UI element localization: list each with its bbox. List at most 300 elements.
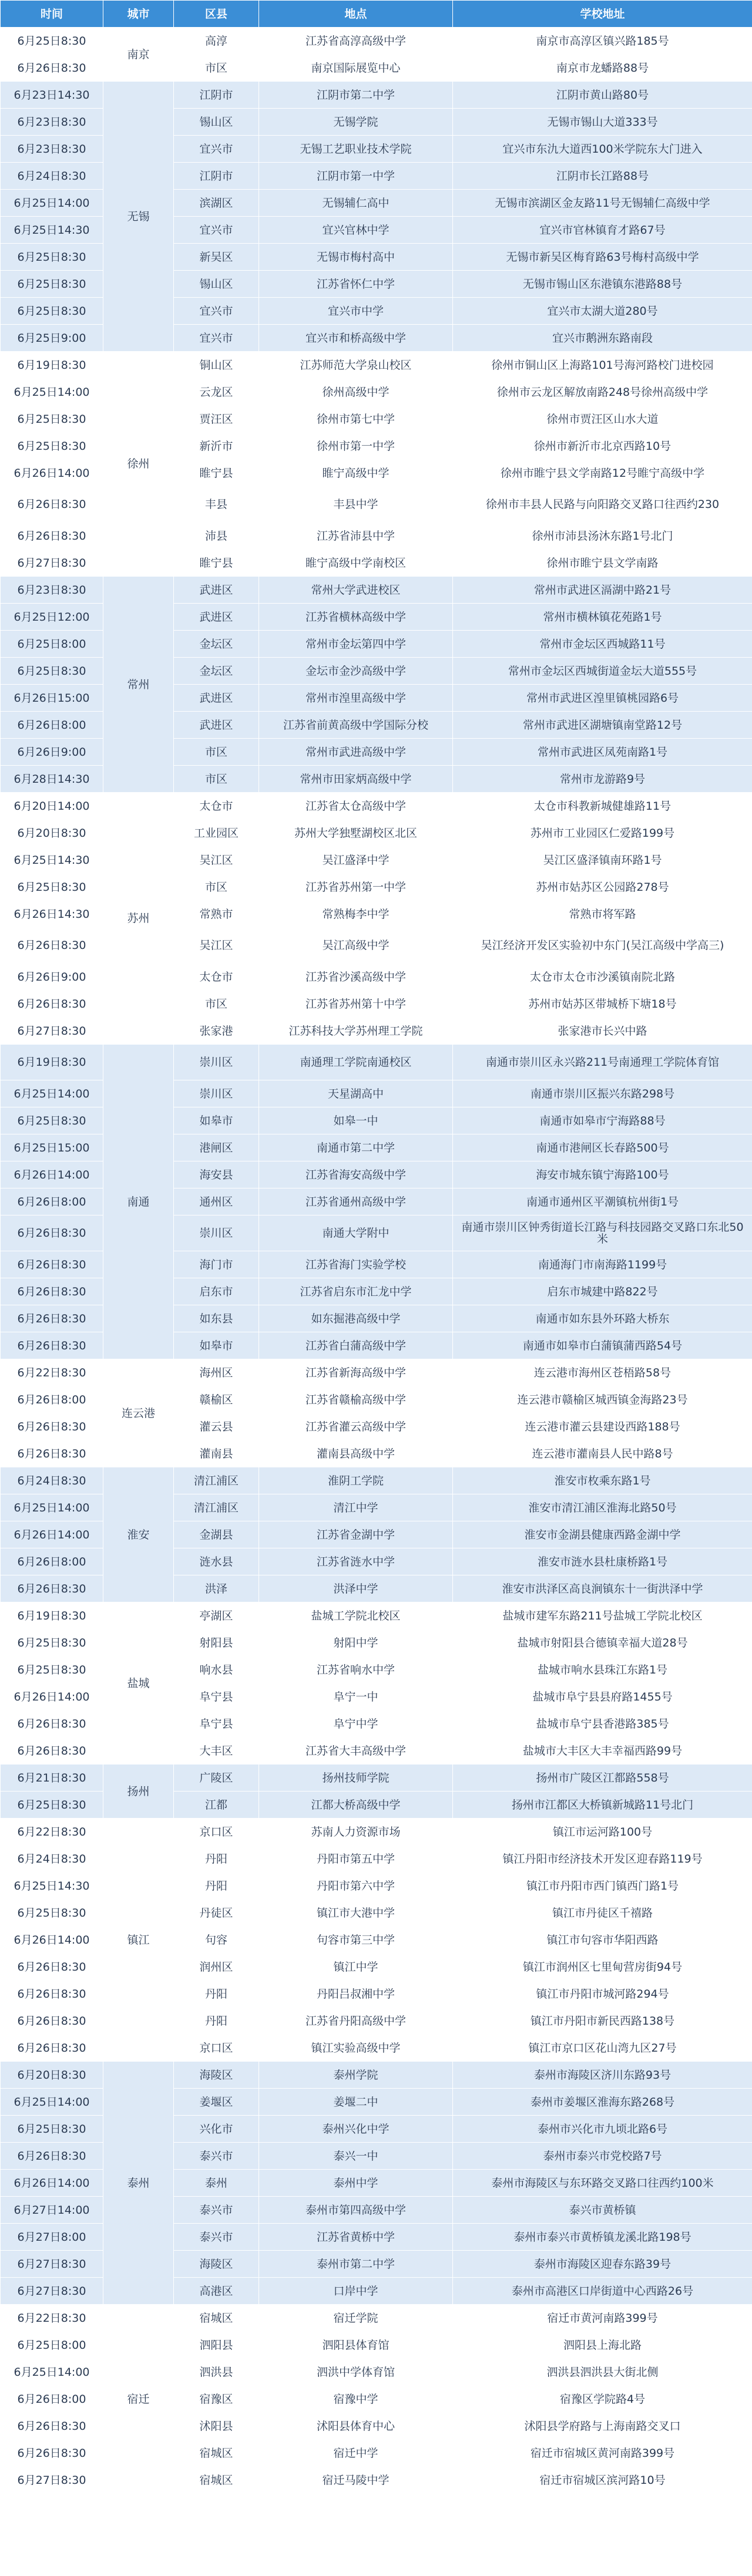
cell-time: 6月26日14:00 — [1, 1927, 103, 1954]
city-group — [1, 1467, 752, 1602]
cell-time: 6月25日8:30 — [1, 244, 103, 271]
cell-time: 6月19日8:30 — [1, 1045, 103, 1080]
cell-site: 江苏省灌云高级中学 — [259, 1413, 453, 1440]
cell-district: 海州区 — [174, 1359, 259, 1386]
cell-site: 宿迁学院 — [259, 2305, 453, 2332]
cell-district: 锡山区 — [174, 271, 259, 298]
cell-time: 6月24日8:30 — [1, 163, 103, 190]
cell-time: 6月20日14:00 — [1, 793, 103, 820]
cell-district: 崇川区 — [174, 1215, 259, 1251]
cell-address: 徐州市新沂市北京西路10号 — [453, 433, 752, 460]
cell-time: 6月25日8:00 — [1, 2332, 103, 2359]
cell-district: 射阳县 — [174, 1629, 259, 1656]
cell-address: 泰州市高港区口岸街道中心西路26号 — [453, 2278, 752, 2305]
cell-address: 南通市港闸区长春路500号 — [453, 1134, 752, 1161]
cell-time: 6月26日8:00 — [1, 1188, 103, 1215]
cell-district: 海陵区 — [174, 2251, 259, 2278]
cell-site: 江苏省赣榆高级中学 — [259, 1386, 453, 1413]
cell-district: 吴江区 — [174, 928, 259, 964]
cell-site: 江苏省丹阳高级中学 — [259, 2008, 453, 2035]
cell-time: 6月23日8:30 — [1, 577, 103, 604]
cell-district: 亭湖区 — [174, 1602, 259, 1629]
cell-district: 太仓市 — [174, 793, 259, 820]
cell-site: 江阴市第一中学 — [259, 163, 453, 190]
cell-district: 句容 — [174, 1927, 259, 1954]
cell-site: 阜宁中学 — [259, 1710, 453, 1737]
cell-time: 6月26日8:30 — [1, 1737, 103, 1765]
cell-district: 宜兴市 — [174, 325, 259, 352]
cell-district: 新沂市 — [174, 433, 259, 460]
cell-address: 盐城市大丰区大丰幸福西路99号 — [453, 1737, 752, 1765]
cell-time: 6月26日8:30 — [1, 2035, 103, 2062]
cell-address: 江阴市黄山路80号 — [453, 82, 752, 109]
cell-address: 宜兴市东氿大道西100米学院东大门进入 — [453, 136, 752, 163]
table-row — [1, 1467, 752, 1494]
cell-site: 江苏省大丰高级中学 — [259, 1737, 453, 1765]
cell-time: 6月26日8:00 — [1, 2386, 103, 2413]
cell-address: 常州市武进区湖塘镇南堂路12号 — [453, 712, 752, 739]
city-group — [1, 1819, 752, 2062]
cell-site: 宜兴市中学 — [259, 298, 453, 325]
cell-address: 扬州市江都区大桥镇新城路11号北门 — [453, 1792, 752, 1819]
cell-time: 6月27日8:30 — [1, 2251, 103, 2278]
table-row — [1, 2062, 752, 2089]
cell-district: 京口区 — [174, 1819, 259, 1846]
cell-address: 苏州市姑苏区带城桥下塘18号 — [453, 991, 752, 1018]
cell-time: 6月26日14:00 — [1, 460, 103, 487]
cell-site: 江苏科技大学苏州理工学院 — [259, 1018, 453, 1045]
cell-district: 京口区 — [174, 2035, 259, 2062]
cell-site: 镇江实验高级中学 — [259, 2035, 453, 2062]
cell-district: 洪泽 — [174, 1575, 259, 1602]
cell-district: 市区 — [174, 874, 259, 901]
cell-district: 太仓市 — [174, 964, 259, 991]
cell-time: 6月26日14:00 — [1, 1521, 103, 1548]
cell-district: 崇川区 — [174, 1080, 259, 1107]
cell-time: 6月19日8:30 — [1, 1602, 103, 1629]
cell-site: 宿迁中学 — [259, 2440, 453, 2467]
cell-time: 6月22日8:30 — [1, 2305, 103, 2332]
cell-district: 如皋市 — [174, 1332, 259, 1359]
cell-address: 泰州市海陵区迎春东路39号 — [453, 2251, 752, 2278]
cell-address: 扬州市广陵区江都路558号 — [453, 1765, 752, 1792]
cell-time: 6月24日8:30 — [1, 1467, 103, 1494]
cell-district: 丹阳 — [174, 1846, 259, 1873]
cell-district: 启东市 — [174, 1278, 259, 1305]
cell-site: 常州市湟里高级中学 — [259, 685, 453, 712]
cell-site: 无锡工艺职业技术学院 — [259, 136, 453, 163]
cell-district: 清江浦区 — [174, 1494, 259, 1521]
cell-city: 常州 — [103, 577, 174, 793]
cell-address: 宿迁市黄河南路399号 — [453, 2305, 752, 2332]
cell-district: 金坛区 — [174, 631, 259, 658]
city-group — [1, 577, 752, 793]
cell-district: 云龙区 — [174, 379, 259, 406]
cell-district: 丹徒区 — [174, 1900, 259, 1927]
cell-site: 洪泽中学 — [259, 1575, 453, 1602]
cell-district: 武进区 — [174, 685, 259, 712]
cell-address: 镇江市运河路100号 — [453, 1819, 752, 1846]
cell-district: 江阴市 — [174, 82, 259, 109]
cell-district: 涟水县 — [174, 1548, 259, 1575]
cell-site: 泰州市第二中学 — [259, 2251, 453, 2278]
cell-site: 江苏省金湖中学 — [259, 1521, 453, 1548]
cell-site: 口岸中学 — [259, 2278, 453, 2305]
cell-site: 江苏省响水中学 — [259, 1656, 453, 1683]
cell-city: 连云港 — [103, 1359, 174, 1467]
city-group — [1, 2062, 752, 2305]
cell-district: 常熟市 — [174, 901, 259, 928]
cell-district: 丰县 — [174, 487, 259, 523]
cell-time: 6月25日8:30 — [1, 28, 103, 55]
cell-district: 泰兴市 — [174, 2143, 259, 2170]
cell-site: 江苏省沙溪高级中学 — [259, 964, 453, 991]
cell-address: 常州市武进区凤苑南路1号 — [453, 739, 752, 766]
cell-address: 启东市城建中路822号 — [453, 1278, 752, 1305]
cell-time: 6月26日8:30 — [1, 1575, 103, 1602]
cell-time: 6月25日9:00 — [1, 325, 103, 352]
cell-district: 沛县 — [174, 523, 259, 550]
cell-time: 6月20日8:30 — [1, 2062, 103, 2089]
cell-address: 连云港市灌云县建设西路188号 — [453, 1413, 752, 1440]
cell-address: 宿迁市宿城区黄河南路399号 — [453, 2440, 752, 2467]
cell-address: 淮安市清江浦区淮海北路50号 — [453, 1494, 752, 1521]
cell-address: 苏州市姑苏区公园路278号 — [453, 874, 752, 901]
cell-site: 沭阳县体育中心 — [259, 2413, 453, 2440]
cell-time: 6月28日14:30 — [1, 766, 103, 793]
cell-district: 如东县 — [174, 1305, 259, 1332]
cell-site: 吴江高级中学 — [259, 928, 453, 964]
cell-district: 宿豫区 — [174, 2386, 259, 2413]
cell-site: 江苏省太仓高级中学 — [259, 793, 453, 820]
cell-time: 6月25日8:30 — [1, 2116, 103, 2143]
cell-site: 常州市武进高级中学 — [259, 739, 453, 766]
cell-address: 徐州市睢宁县文学南路 — [453, 550, 752, 577]
cell-time: 6月26日8:30 — [1, 1413, 103, 1440]
cell-address: 泰兴市黄桥镇 — [453, 2197, 752, 2224]
cell-site: 江都大桥高级中学 — [259, 1792, 453, 1819]
cell-address: 泰州市兴化市九顷北路6号 — [453, 2116, 752, 2143]
cell-address: 淮安市金湖县健康西路金湖中学 — [453, 1521, 752, 1548]
cell-time: 6月26日14:00 — [1, 1683, 103, 1710]
cell-address: 徐州市贾汪区山水大道 — [453, 406, 752, 433]
cell-site: 徐州高级中学 — [259, 379, 453, 406]
city-group — [1, 2305, 752, 2494]
cell-site: 镇江中学 — [259, 1954, 453, 1981]
cell-city: 泰州 — [103, 2062, 174, 2305]
cell-district: 丹阳 — [174, 1873, 259, 1900]
cell-address: 徐州市睢宁县文学南路12号睢宁高级中学 — [453, 460, 752, 487]
table-row — [1, 1602, 752, 1629]
cell-district: 江阴市 — [174, 163, 259, 190]
cell-address: 徐州市云龙区解放南路248号徐州高级中学 — [453, 379, 752, 406]
cell-address: 盐城市阜宁县县府路1455号 — [453, 1683, 752, 1710]
cell-time: 6月27日14:00 — [1, 2197, 103, 2224]
cell-district: 泰兴市 — [174, 2224, 259, 2251]
cell-address: 南京市高淳区镇兴路185号 — [453, 28, 752, 55]
cell-time: 6月26日8:30 — [1, 1981, 103, 2008]
city-group — [1, 82, 752, 352]
table-row — [1, 352, 752, 379]
cell-time: 6月23日14:30 — [1, 82, 103, 109]
cell-site: 江苏省黄桥中学 — [259, 2224, 453, 2251]
cell-address: 宜兴市鹅洲东路南段 — [453, 325, 752, 352]
cell-district: 武进区 — [174, 577, 259, 604]
cell-time: 6月26日8:00 — [1, 712, 103, 739]
cell-site: 江苏省高淳高级中学 — [259, 28, 453, 55]
cell-time: 6月26日14:00 — [1, 2170, 103, 2197]
cell-time: 6月25日8:30 — [1, 874, 103, 901]
cell-site: 南通理工学院南通校区 — [259, 1045, 453, 1080]
cell-site: 丰县中学 — [259, 487, 453, 523]
cell-time: 6月27日8:00 — [1, 2224, 103, 2251]
cell-address: 徐州市铜山区上海路101号海河路校门进校园 — [453, 352, 752, 379]
cell-address: 吴江经济开发区实验初中东门(吴江高级中学高三) — [453, 928, 752, 964]
cell-site: 泰州兴化中学 — [259, 2116, 453, 2143]
cell-district: 新吴区 — [174, 244, 259, 271]
cell-district: 江都 — [174, 1792, 259, 1819]
cell-time: 6月26日8:30 — [1, 1332, 103, 1359]
cell-site: 江苏省启东市汇龙中学 — [259, 1278, 453, 1305]
table-row — [1, 82, 752, 109]
cell-district: 宿城区 — [174, 2440, 259, 2467]
cell-address: 无锡市滨湖区金友路11号无锡辅仁高级中学 — [453, 190, 752, 217]
cell-district: 响水县 — [174, 1656, 259, 1683]
cell-district: 吴江区 — [174, 847, 259, 874]
cell-site: 江苏省怀仁中学 — [259, 271, 453, 298]
cell-site: 吴江盛泽中学 — [259, 847, 453, 874]
cell-time: 6月25日12:00 — [1, 604, 103, 631]
cell-district: 阜宁县 — [174, 1710, 259, 1737]
cell-site: 丹阳市第六中学 — [259, 1873, 453, 1900]
cell-city: 南京 — [103, 28, 174, 82]
cell-district: 市区 — [174, 991, 259, 1018]
cell-site: 丹阳吕叔湘中学 — [259, 1981, 453, 2008]
cell-district: 广陵区 — [174, 1765, 259, 1792]
cell-district: 宿城区 — [174, 2467, 259, 2494]
cell-site: 泗阳县体育馆 — [259, 2332, 453, 2359]
cell-site: 阜宁一中 — [259, 1683, 453, 1710]
cell-address: 泗洪县泗洪县大街北侧 — [453, 2359, 752, 2386]
cell-time: 6月26日8:30 — [1, 487, 103, 523]
cell-site: 江苏省海安高级中学 — [259, 1161, 453, 1188]
cell-time: 6月26日8:30 — [1, 1440, 103, 1467]
cell-address: 泰州市姜堰区淮海东路268号 — [453, 2089, 752, 2116]
header-row — [1, 1, 752, 28]
cell-site: 镇江市大港中学 — [259, 1900, 453, 1927]
cell-district: 通州区 — [174, 1188, 259, 1215]
cell-site: 金坛市金沙高级中学 — [259, 658, 453, 685]
cell-address: 常州市横林镇花苑路1号 — [453, 604, 752, 631]
cell-site: 常州大学武进校区 — [259, 577, 453, 604]
table-row — [1, 1045, 752, 1080]
cell-site: 宜兴市和桥高级中学 — [259, 325, 453, 352]
cell-district: 武进区 — [174, 712, 259, 739]
cell-time: 6月25日8:30 — [1, 1900, 103, 1927]
cell-time: 6月26日8:30 — [1, 2440, 103, 2467]
cell-district: 高淳 — [174, 28, 259, 55]
cell-address: 常州市武进区滆湖中路21号 — [453, 577, 752, 604]
cell-city: 扬州 — [103, 1765, 174, 1819]
table-row — [1, 1359, 752, 1386]
cell-time: 6月26日8:30 — [1, 1710, 103, 1737]
cell-site: 宿迁马陵中学 — [259, 2467, 453, 2494]
cell-site: 苏南人力资源市场 — [259, 1819, 453, 1846]
cell-time: 6月27日8:30 — [1, 2278, 103, 2305]
cell-site: 徐州市第一中学 — [259, 433, 453, 460]
cell-site: 江苏省前黄高级中学国际分校 — [259, 712, 453, 739]
cell-time: 6月25日8:30 — [1, 1629, 103, 1656]
cell-site: 江苏省通州高级中学 — [259, 1188, 453, 1215]
cell-time: 6月20日8:30 — [1, 820, 103, 847]
cell-address: 张家港市长兴中路 — [453, 1018, 752, 1045]
cell-site: 姜堰二中 — [259, 2089, 453, 2116]
cell-address: 南通市通州区平潮镇杭州街1号 — [453, 1188, 752, 1215]
cell-time: 6月27日8:30 — [1, 550, 103, 577]
cell-site: 如皋一中 — [259, 1107, 453, 1134]
cell-address: 镇江市句容市华阳西路 — [453, 1927, 752, 1954]
cell-address: 镇江市丹阳市新民西路138号 — [453, 2008, 752, 2035]
cell-address: 泰州市泰兴市党校路7号 — [453, 2143, 752, 2170]
cell-time: 6月26日8:00 — [1, 1548, 103, 1575]
cell-district: 宿城区 — [174, 2305, 259, 2332]
cell-time: 6月23日8:30 — [1, 109, 103, 136]
cell-address: 南通市崇川区振兴东路298号 — [453, 1080, 752, 1107]
cell-city: 盐城 — [103, 1602, 174, 1765]
cell-address: 淮安市涟水县杜康桥路1号 — [453, 1548, 752, 1575]
cell-time: 6月25日8:30 — [1, 658, 103, 685]
cell-address: 无锡市锡山大道333号 — [453, 109, 752, 136]
table-row — [1, 2305, 752, 2332]
cell-site: 泰州市第四高级中学 — [259, 2197, 453, 2224]
cell-address: 南京市龙蟠路88号 — [453, 55, 752, 82]
cell-site: 盐城工学院北校区 — [259, 1602, 453, 1629]
cell-time: 6月25日15:00 — [1, 1134, 103, 1161]
cell-site: 江苏省苏州第一中学 — [259, 874, 453, 901]
cell-site: 江苏师范大学泉山校区 — [259, 352, 453, 379]
cell-address: 常州市龙游路9号 — [453, 766, 752, 793]
cell-district: 金湖县 — [174, 1521, 259, 1548]
cell-site: 睢宁高级中学 — [259, 460, 453, 487]
cell-site: 南通市第二中学 — [259, 1134, 453, 1161]
cell-district: 润州区 — [174, 1954, 259, 1981]
header-district: 区县 — [174, 1, 259, 28]
cell-district: 泗阳县 — [174, 2332, 259, 2359]
cell-district: 姜堰区 — [174, 2089, 259, 2116]
cell-district: 睢宁县 — [174, 550, 259, 577]
cell-address: 连云港市海州区苍梧路58号 — [453, 1359, 752, 1386]
cell-time: 6月26日8:30 — [1, 2143, 103, 2170]
cell-address: 常州市金坛区西城街道金坛大道555号 — [453, 658, 752, 685]
cell-site: 江苏省横林高级中学 — [259, 604, 453, 631]
cell-district: 睢宁县 — [174, 460, 259, 487]
cell-district: 灌南县 — [174, 1440, 259, 1467]
cell-time: 6月26日9:00 — [1, 964, 103, 991]
cell-city: 徐州 — [103, 352, 174, 577]
table-row — [1, 1765, 752, 1792]
city-group — [1, 793, 752, 1045]
cell-site: 常州市田家炳高级中学 — [259, 766, 453, 793]
cell-city: 南通 — [103, 1045, 174, 1359]
cell-address: 泗阳县上海北路 — [453, 2332, 752, 2359]
cell-site: 江苏省新海高级中学 — [259, 1359, 453, 1386]
cell-district: 市区 — [174, 766, 259, 793]
cell-address: 太仓市太仓市沙溪镇南院北路 — [453, 964, 752, 991]
cell-time: 6月25日8:30 — [1, 271, 103, 298]
cell-district: 阜宁县 — [174, 1683, 259, 1710]
cell-time: 6月26日14:00 — [1, 1161, 103, 1188]
cell-time: 6月25日8:30 — [1, 433, 103, 460]
header-site: 地点 — [259, 1, 453, 28]
cell-site: 丹阳市第五中学 — [259, 1846, 453, 1873]
cell-address: 连云港市灌南县人民中路8号 — [453, 1440, 752, 1467]
cell-address: 宜兴市官林镇育才路67号 — [453, 217, 752, 244]
cell-address: 淮安市枚乘东路1号 — [453, 1467, 752, 1494]
cell-time: 6月26日8:30 — [1, 991, 103, 1018]
cell-time: 6月26日8:30 — [1, 928, 103, 964]
cell-time: 6月25日14:00 — [1, 190, 103, 217]
cell-time: 6月25日14:00 — [1, 1494, 103, 1521]
cell-district: 兴化市 — [174, 2116, 259, 2143]
cell-time: 6月19日8:30 — [1, 352, 103, 379]
cell-address: 泰州市海陵区济川东路93号 — [453, 2062, 752, 2089]
cell-time: 6月25日14:00 — [1, 2359, 103, 2386]
cell-district: 工业园区 — [174, 820, 259, 847]
cell-district: 泰州 — [174, 2170, 259, 2197]
cell-time: 6月25日14:00 — [1, 379, 103, 406]
cell-district: 灌云县 — [174, 1413, 259, 1440]
cell-site: 泗洪中学体育馆 — [259, 2359, 453, 2386]
cell-district: 如皋市 — [174, 1107, 259, 1134]
cell-district: 宜兴市 — [174, 136, 259, 163]
cell-city: 镇江 — [103, 1819, 174, 2062]
cell-site: 灌南县高级中学 — [259, 1440, 453, 1467]
cell-time: 6月25日8:30 — [1, 1656, 103, 1683]
cell-time: 6月25日8:00 — [1, 631, 103, 658]
cell-address: 江阴市长江路88号 — [453, 163, 752, 190]
city-group — [1, 352, 752, 577]
cell-address: 海安市城东镇宁海路100号 — [453, 1161, 752, 1188]
cell-site: 如东掘港高级中学 — [259, 1305, 453, 1332]
cell-site: 泰兴一中 — [259, 2143, 453, 2170]
cell-district: 宜兴市 — [174, 298, 259, 325]
cell-address: 南通市崇川区钟秀街道长江路与科技园路交叉路口东北50米 — [453, 1215, 752, 1251]
cell-time: 6月25日14:30 — [1, 847, 103, 874]
cell-site: 句容市第三中学 — [259, 1927, 453, 1954]
cell-address: 常州市金坛区西城路11号 — [453, 631, 752, 658]
cell-time: 6月26日8:30 — [1, 523, 103, 550]
cell-address: 镇江丹阳市经济技术开发区迎春路119号 — [453, 1846, 752, 1873]
cell-district: 海陵区 — [174, 2062, 259, 2089]
cell-time: 6月27日8:30 — [1, 2467, 103, 2494]
cell-time: 6月25日14:00 — [1, 2089, 103, 2116]
cell-time: 6月22日8:30 — [1, 1359, 103, 1386]
cell-district: 市区 — [174, 55, 259, 82]
cell-site: 江苏省沛县中学 — [259, 523, 453, 550]
cell-site: 无锡辅仁高中 — [259, 190, 453, 217]
cell-district: 滨湖区 — [174, 190, 259, 217]
cell-site: 天星湖高中 — [259, 1080, 453, 1107]
cell-time: 6月24日8:30 — [1, 1846, 103, 1873]
cell-district: 武进区 — [174, 604, 259, 631]
cell-district: 泗洪县 — [174, 2359, 259, 2386]
cell-address: 镇江市京口区花山湾九区27号 — [453, 2035, 752, 2062]
cell-time: 6月26日8:30 — [1, 1305, 103, 1332]
cell-address: 南通市如东县外环路大桥东 — [453, 1305, 752, 1332]
cell-district: 海门市 — [174, 1251, 259, 1278]
cell-address: 泰州市泰兴市黄桥镇龙溪北路198号 — [453, 2224, 752, 2251]
cell-site: 常州市金坛第四中学 — [259, 631, 453, 658]
